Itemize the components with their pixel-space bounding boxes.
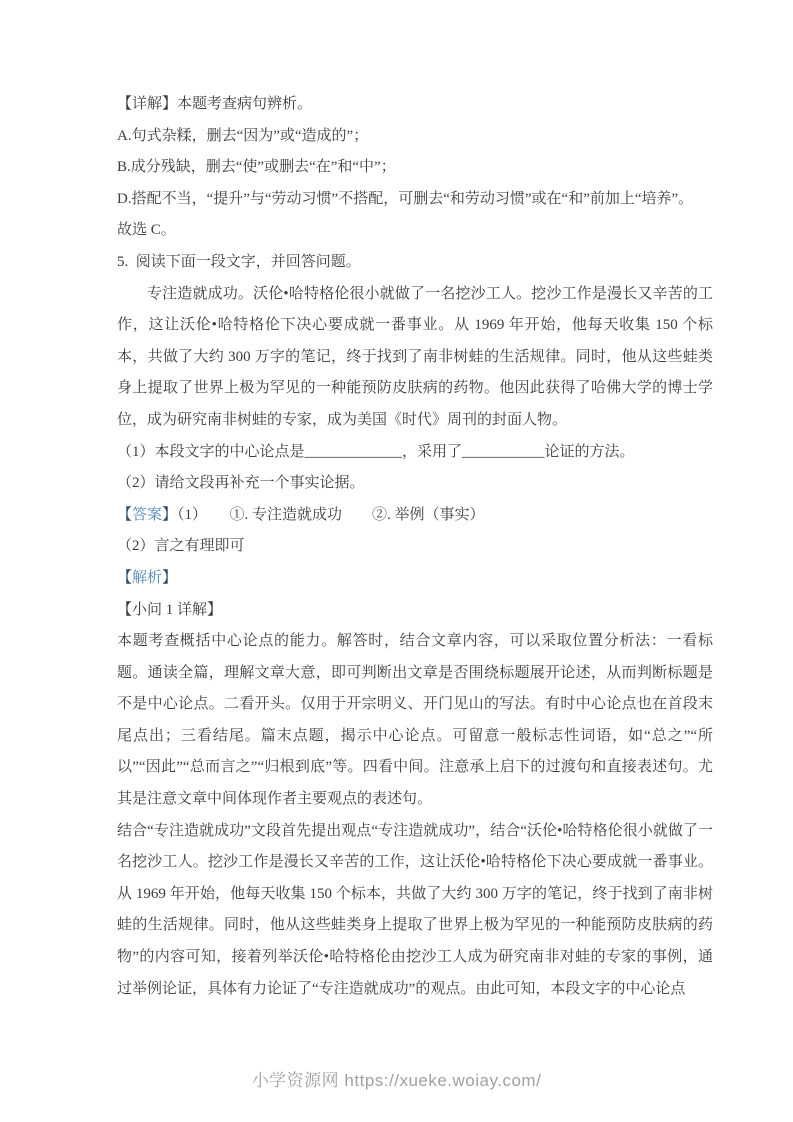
analysis-paragraph-application-text-run: 结合“专注造就成功”文段首先提出观点“专注造就成功”，结合“沃伦•哈特格伦很小就做了一名挖沙工人。挖沙工作是漫长又辛苦的工作，这让沃伦•哈特格伦下决心要成就一番事业。从 1969 年开始，他每天收集 150 个标本，共做了大约 300 万字的笔记，终于找到了南非树蛙的生活规律。同时，他从这些蛙类身上提取了世界上极为罕见的一种能预防皮肤病的药物”的内容可知，接着列举沃伦•哈特格伦由挖沙工人成为研究南非对蛙的专家的事例，通过举例论证，具体有力论证了“专注造就成功”的观点。由此可知，本段文字的中心论点 bbox=[117, 822, 713, 997]
analysis-heading-bracket-run: 】 bbox=[162, 569, 178, 586]
analysis-heading-bracket-run: 【 bbox=[117, 569, 133, 586]
sub-question-2-text-run: （2）请给文段再补充一个事实论据。 bbox=[117, 475, 365, 492]
footer-site-name: 小学资源网 bbox=[251, 1071, 340, 1090]
answer-line-1-text-run: （1） ①. 专注造就成功 ②. 举例（事实） bbox=[177, 506, 485, 523]
analysis-heading-label-run: 解析 bbox=[132, 569, 163, 586]
reading-passage-text-run: 专注造就成功。沃伦•哈特格伦很小就做了一名挖沙工人。挖沙工作是漫长又辛苦的工作，这让沃伦•哈特格伦下决心要成就一番事业。从 1969 年开始，他每天收集 150 个标本，共做了大约 300 万字的笔记，终于找到了南非树蛙的生活规律。同时，他从这些蛙类身上提取了世界上极为罕见的一种能预防皮肤病的药物。他因此获得了哈佛大学的博士学位，成为研究南非树蛙的专家，成为美国《时代》周刊的封面人物。 bbox=[117, 285, 713, 428]
option-b-analysis-text-run: B.成分残缺，删去“使”或删去“在”和“中”； bbox=[117, 159, 396, 176]
footer-watermark bbox=[0, 1066, 793, 1091]
correct-choice-line-text-run: 故选 C。 bbox=[117, 222, 176, 239]
analysis-heading bbox=[117, 563, 713, 595]
answer-line-2 bbox=[117, 531, 713, 563]
question-5-stem-text-run: 5. 阅读下面一段文字，并回答问题。 bbox=[117, 253, 361, 270]
sub-question-1-text-run: （1）本段文字的中心论点是_____________，采用了___________论证的方法。 bbox=[117, 443, 635, 460]
analysis-paragraph-method bbox=[117, 626, 713, 816]
answer-line-2-text-run: （2）言之有理即可 bbox=[117, 538, 245, 555]
question-5-stem bbox=[117, 247, 713, 279]
answer-line-1-label-run: 答案 bbox=[132, 506, 163, 523]
sub-question-1-detail-heading bbox=[117, 595, 713, 627]
detail-explanation-heading-text-run: 【详解】本题考查病句辨析。 bbox=[117, 96, 313, 112]
reading-passage bbox=[117, 279, 713, 437]
document-body bbox=[117, 89, 713, 1005]
option-a-analysis-text-run: A.句式杂糅，删去“因为”或“造成的”； bbox=[117, 127, 369, 144]
option-a-analysis bbox=[117, 121, 713, 153]
answer-line-1-bracket-run: 【 bbox=[117, 506, 133, 523]
detail-explanation-heading bbox=[117, 89, 713, 121]
answer-line-1 bbox=[117, 500, 713, 532]
answer-line-1-bracket-run: 】 bbox=[162, 506, 178, 523]
sub-question-1-detail-heading-text-run: 【小问 1 详解】 bbox=[117, 601, 223, 618]
option-d-analysis-text-run: D.搭配不当，“提升”与“劳动习惯”不搭配，可删去“和劳动习惯”或在“和”前加上“培养”。 bbox=[117, 190, 694, 207]
option-d-analysis bbox=[117, 184, 713, 216]
sub-question-2 bbox=[117, 468, 713, 500]
option-b-analysis bbox=[117, 152, 713, 184]
analysis-paragraph-method-text-run: 本题考查概括中心论点的能力。解答时，结合文章内容，可以采取位置分析法：一看标题。通读全篇，理解文章大意，即可判断出文章是否围绕标题展开论述，从而判断标题是不是中心论点。二看开头。仅用于开宗明义、开门见山的写法。有时中心论点也在首段末尾点出；三看结尾。篇末点题，揭示中心论点。可留意一般标志性词语，如“总之”“所以”“因此”“总而言之”“归根到底”等。四看中间。注意承上启下的过渡句和直接表述句。尤其是注意文章中间体现作者主要观点的表述句。 bbox=[117, 633, 713, 808]
correct-choice-line bbox=[117, 215, 713, 247]
footer-url: https://xueke.woiay.com/ bbox=[344, 1071, 542, 1090]
analysis-paragraph-application bbox=[117, 816, 713, 1006]
sub-question-1 bbox=[117, 437, 713, 469]
